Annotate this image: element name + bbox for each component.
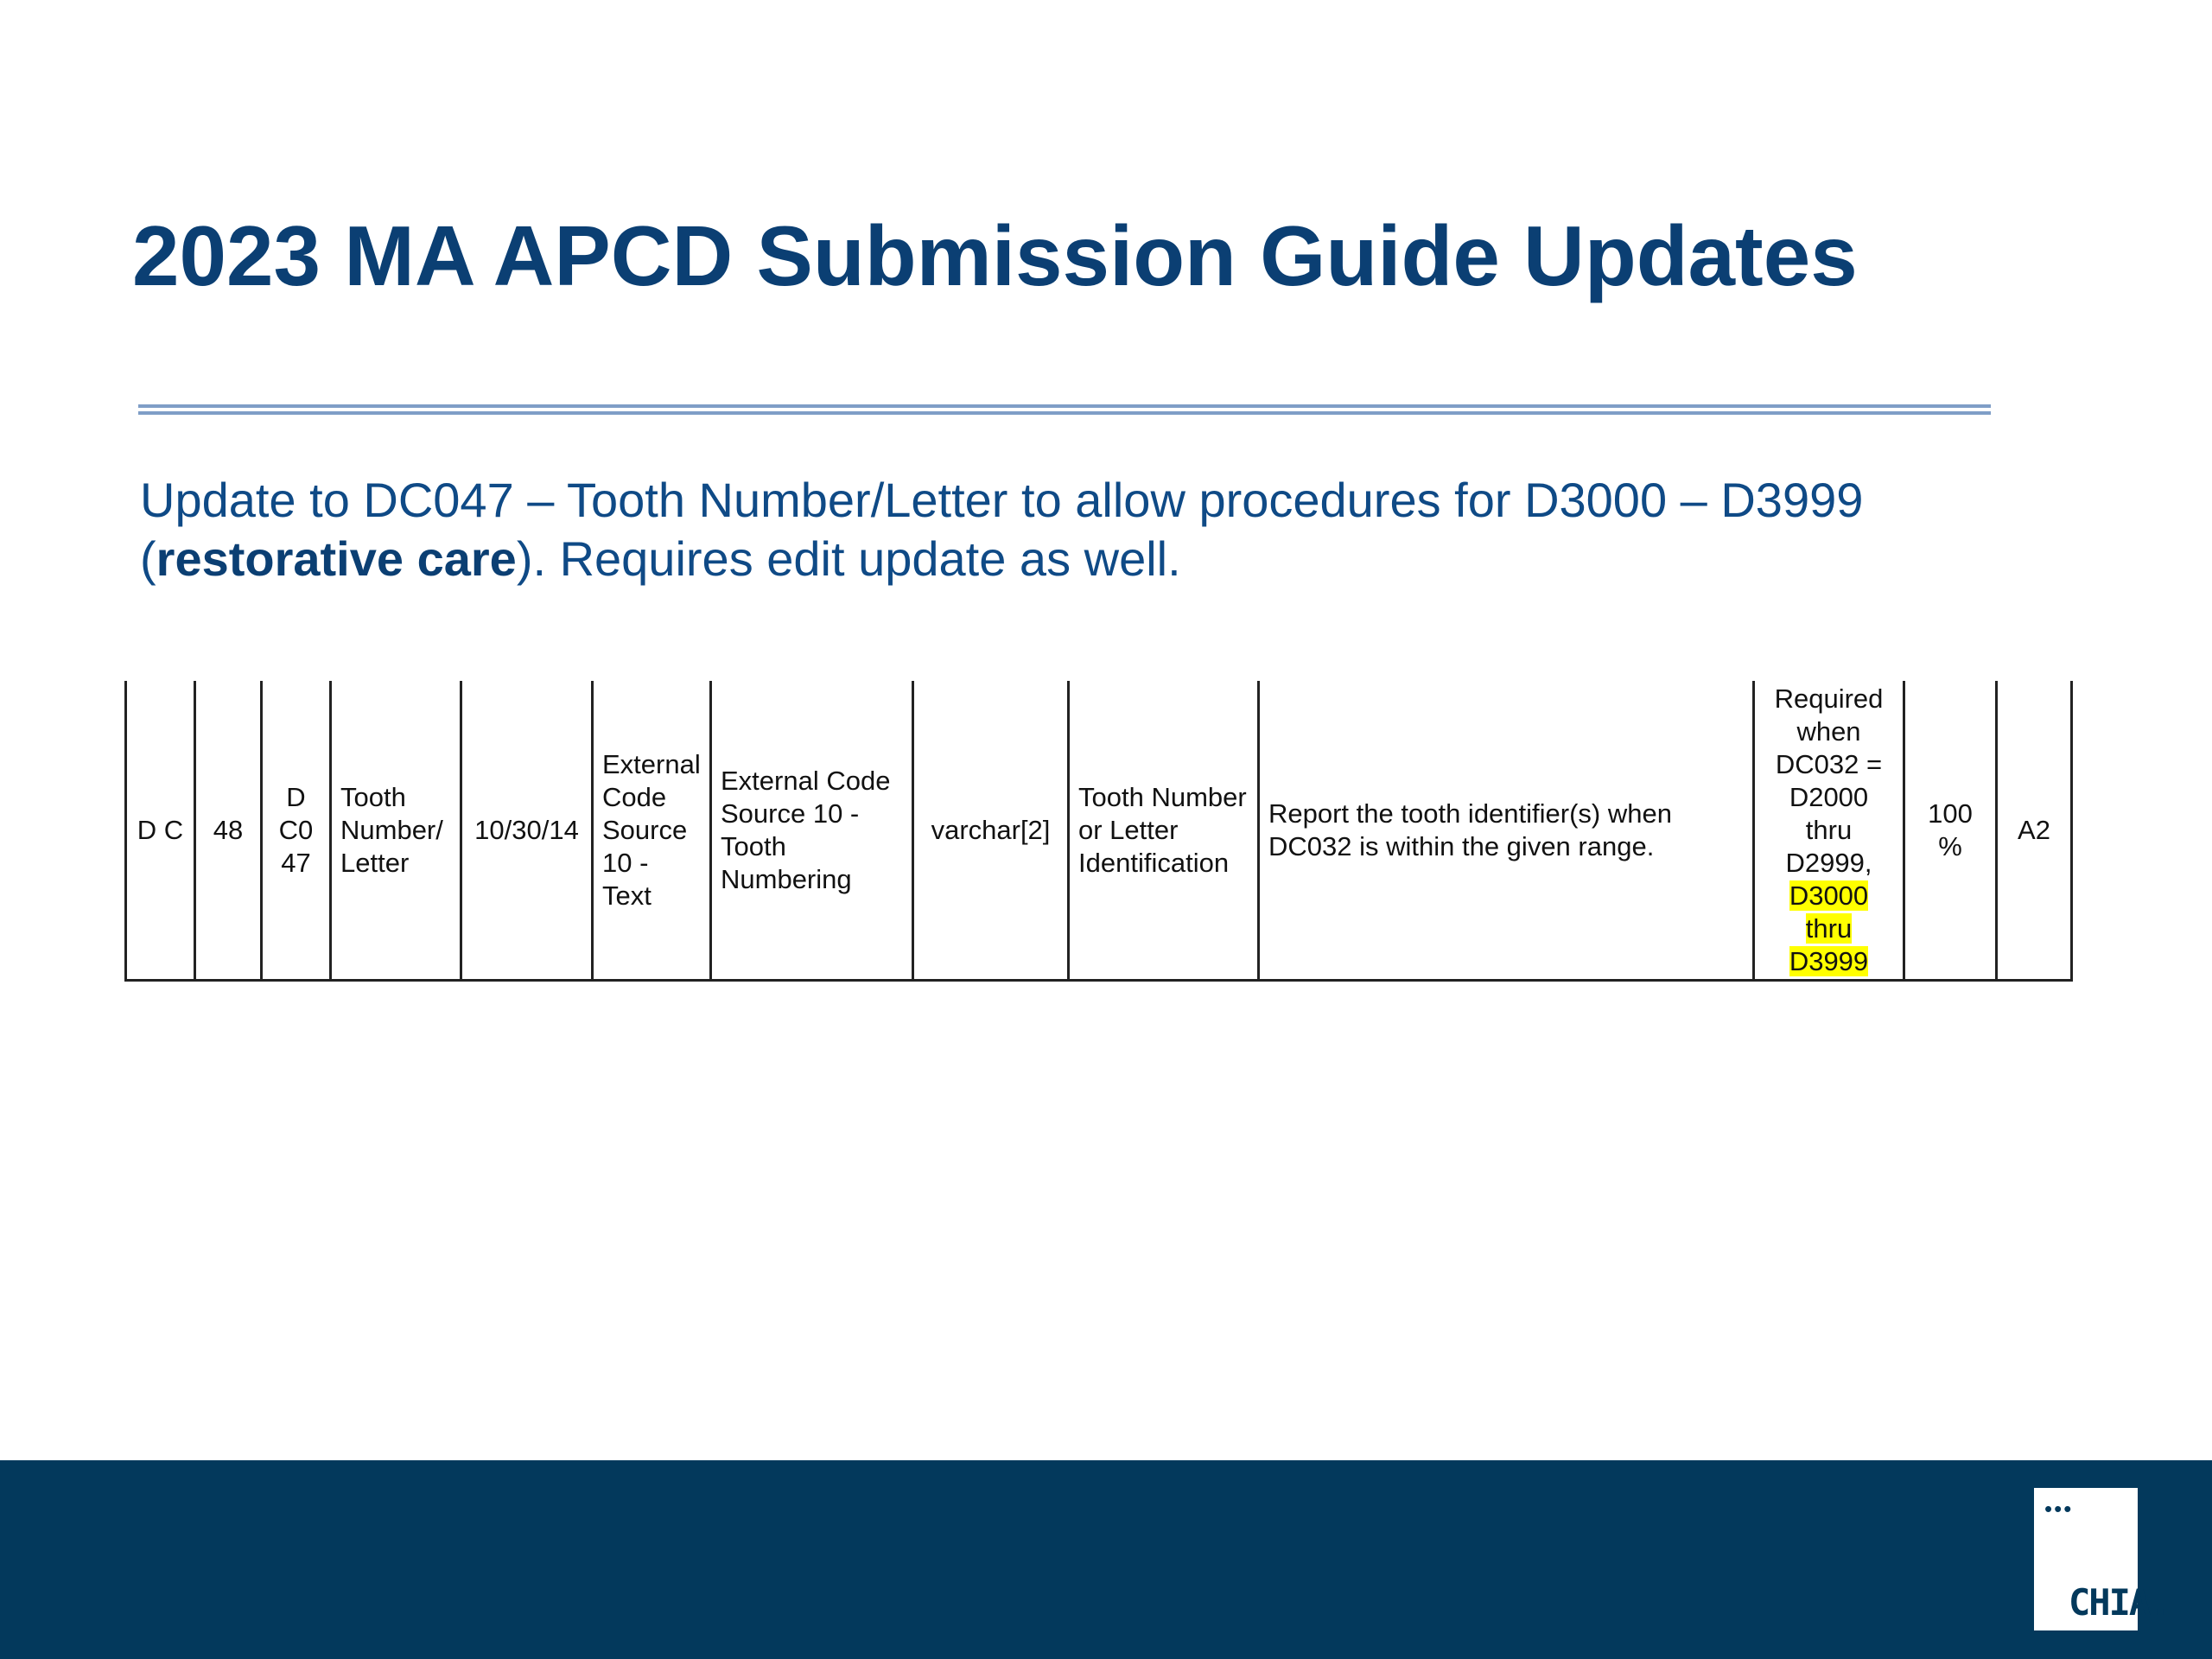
cell-type: External Code Source 10 - Text bbox=[593, 681, 711, 981]
condition-highlight: D3000 thru D3999 bbox=[1789, 880, 1869, 976]
subtitle-text: Update to DC047 – Tooth Number/Letter to allow procedures for D3000 – D3999 ( bbox=[140, 473, 1864, 586]
cell-format: varchar[2] bbox=[913, 681, 1069, 981]
logo-wordmark: CHIA. bbox=[2069, 1581, 2170, 1624]
cell-file-code: D C bbox=[126, 681, 195, 981]
cell-element-name: Tooth Number/Letter bbox=[331, 681, 461, 981]
logo-dots-icon: ••• bbox=[2044, 1496, 2074, 1522]
condition-text: Required when DC032 = D2000 thru D2999, bbox=[1774, 683, 1884, 878]
spec-table bbox=[124, 681, 2073, 982]
chia-logo bbox=[2034, 1488, 2170, 1630]
title-divider-line bbox=[138, 404, 1991, 408]
cell-element-number: 48 bbox=[195, 681, 262, 981]
slide-title: 2023 MA APCD Submission Guide Updates bbox=[132, 208, 1858, 303]
subtitle-text-end: ). Requires edit update as well. bbox=[516, 531, 1181, 586]
table-row bbox=[126, 681, 2072, 981]
slide-subtitle bbox=[140, 471, 2075, 588]
title-divider-line bbox=[138, 411, 1991, 415]
cell-condition bbox=[1754, 681, 1904, 981]
subtitle-bold-text: restorative care bbox=[156, 531, 517, 586]
cell-element-submission-guideline: Report the tooth identifier(s) when DC032 is within the given range. bbox=[1259, 681, 1754, 981]
cell-data-element: D C0 47 bbox=[262, 681, 331, 981]
cell-description: Tooth Number or Letter Identification bbox=[1069, 681, 1259, 981]
footer-bar bbox=[0, 1460, 2212, 1659]
cell-priority: A2 bbox=[1997, 681, 2072, 981]
cell-threshold: 100 % bbox=[1904, 681, 1997, 981]
cell-code-source: External Code Source 10 - Tooth Numbering bbox=[711, 681, 913, 981]
cell-date-modified: 10/30/14 bbox=[461, 681, 593, 981]
